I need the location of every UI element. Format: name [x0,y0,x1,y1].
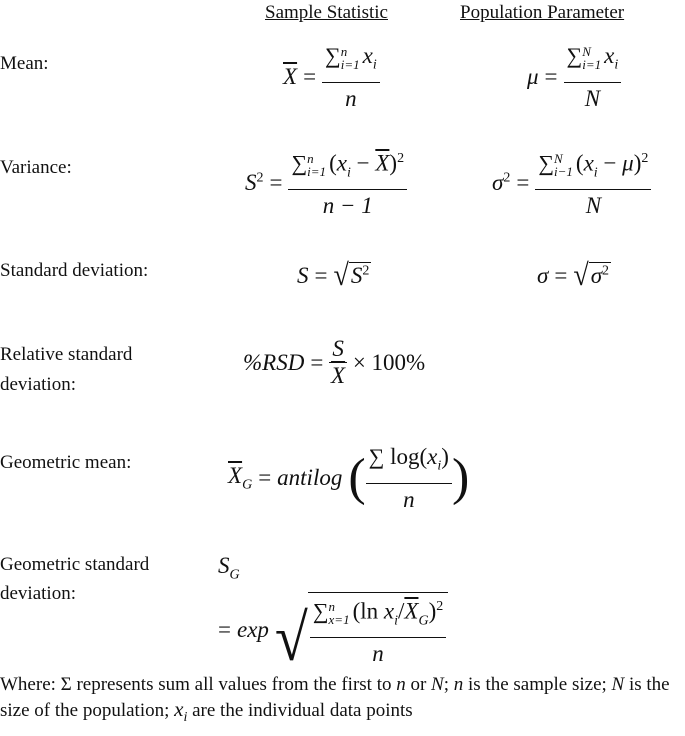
antilog: antilog [277,465,343,491]
upper-limit: n [328,599,336,615]
mu: μ [527,64,539,90]
denominator: n [372,641,384,667]
equals: = [544,64,558,90]
formula-sample-variance [245,145,407,220]
formula-gsd-rhs [218,592,448,675]
footnote-text: Where: Σ represents sum all values from the first to [0,674,397,695]
footnote-text: are the individual data points [187,700,413,721]
x: x [604,43,615,68]
sub-i: i [346,165,351,181]
footnote-text: is the sample size; [463,674,612,695]
denominator: X [331,363,346,388]
x: x [336,150,347,176]
sub-i: i [394,613,398,629]
exponent: 2 [503,169,511,185]
exponent: 2 [362,263,370,279]
slash: / [398,598,405,624]
formula-rsd [243,338,425,387]
sum-symbol: ∑ [325,43,341,68]
formula-population-sd [537,258,611,293]
exponent: 2 [602,263,610,279]
formula-gsd-lhs [218,553,240,584]
sub-g: G [418,613,429,629]
fraction [564,42,622,113]
sum-symbol: ∑ [312,598,329,624]
upper-limit: N [582,43,591,59]
footnote-N: N [431,674,444,695]
sub-g: G [229,567,240,583]
sum-symbol: ∑ [291,150,308,176]
x: x [427,444,438,469]
square-root [274,592,448,675]
label-rsd-line1: Relative standard [0,344,133,365]
pct-rsd: %RSD [243,349,305,375]
denominator: N [584,85,601,111]
sigma: σ [590,263,603,288]
numerator: S [329,338,347,363]
radical-sign: √ [333,258,349,293]
paren: ( [329,150,337,176]
x-bar: $\overline{X}$ [375,150,390,176]
mu: μ [622,150,634,176]
x-bar: $\overline{X}$ [283,64,298,90]
x: x [383,598,395,624]
denominator: n − 1 [322,193,373,219]
s: S [218,553,230,578]
lower-limit: i−1 [554,164,573,180]
header-population-parameter: Population Parameter [460,2,625,23]
lower-limit: i=1 [582,56,602,72]
sub-i: i [437,458,442,474]
square-root [333,258,371,293]
footnote-N: N [611,674,625,695]
fraction [310,593,446,668]
denominator: N [585,193,602,219]
footnote-sub-i: i [183,709,188,725]
fraction [288,145,407,220]
sub-i: i [593,165,598,181]
times-100-percent: × 100% [352,349,426,375]
footnote-x: x [174,697,184,721]
footnote-text: ; [443,674,454,695]
exponent: 2 [641,151,649,166]
x-bar: $\overline{X}$ [404,598,419,624]
paren: ( [575,150,584,176]
label-standard-deviation: Standard deviation: [0,260,149,281]
ln: ln [360,598,379,624]
equals: = [258,465,272,491]
equals: = [218,617,231,643]
paren: ) [441,444,449,469]
sigma: σ [537,263,549,288]
footnote [0,673,685,730]
label-mean: Mean: [0,53,49,74]
sum-symbol: ∑ [566,43,583,68]
lower-limit: i=1 [340,56,360,72]
footnote-text: is the size of the population; [0,674,670,721]
s: S [350,263,363,288]
exponent: 2 [256,169,264,185]
equals: = [303,64,317,90]
formula-sample-sd [297,258,371,293]
x-bar-g [228,463,252,494]
upper-limit: n [307,151,314,167]
sum-symbol: ∑ [368,444,385,469]
s: S [245,169,257,195]
x: x [583,150,594,176]
minus: − [356,150,370,176]
lower-limit: i=1 [307,164,327,180]
radical-sign: √ [274,601,308,675]
paren: ) [428,598,437,624]
upper-limit: N [554,151,563,167]
fraction [329,338,347,387]
denominator: n [345,85,357,111]
square-root [573,258,611,293]
footnote-n: n [396,674,406,695]
s: S [297,263,309,288]
radical-sign: √ [573,258,589,293]
right-paren: ) [451,449,470,507]
sub-i: i [372,57,377,73]
footnote-text: or [405,674,432,695]
exponent: 2 [397,151,405,166]
fraction [535,145,651,220]
minus: − [603,150,617,176]
paren: ) [389,150,398,176]
label-rsd-line2: deviation: [0,374,76,395]
lower-limit: x=1 [328,612,350,628]
formula-sample-mean [283,42,380,113]
formula-population-variance [492,145,651,220]
paren: ( [352,598,361,624]
formula-population-mean [527,42,621,113]
paren: ) [633,150,642,176]
fraction [322,42,380,113]
label-geometric-mean: Geometric mean: [0,452,132,473]
sigma-squared [492,170,510,196]
equals: = [516,169,530,195]
sub-g: G [242,477,253,493]
sigma: σ [492,169,504,195]
upper-limit: n [340,43,348,59]
exp: exp [236,617,269,643]
label-variance: Variance: [0,157,72,178]
log: log [390,444,420,469]
sum-symbol: ∑ [538,150,555,176]
exponent: 2 [436,599,444,614]
equals: = [314,263,328,288]
denominator: n [403,486,415,512]
left-paren: ( [348,449,366,507]
paren: ( [419,444,428,469]
x-bar: $\overline{X}$ [228,463,243,488]
x: x [362,43,373,68]
footnote-n: n [453,674,464,695]
equals: = [269,169,283,195]
equals: = [310,349,324,375]
formula-geometric-mean [228,443,469,514]
sub-i: i [614,57,619,73]
s-squared [245,170,264,196]
label-gsd-line1: Geometric standard [0,554,150,575]
header-sample-statistic: Sample Statistic [265,2,388,23]
equals: = [554,263,568,288]
label-gsd-line2: deviation: [0,583,76,604]
fraction [366,443,452,514]
